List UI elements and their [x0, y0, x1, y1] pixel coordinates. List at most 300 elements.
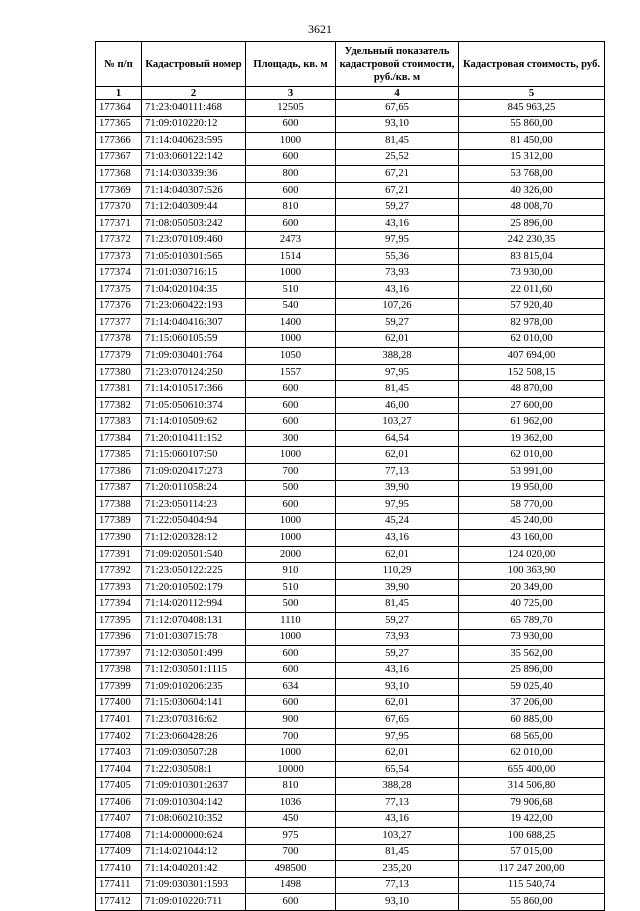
- row-number-cell: 177381: [96, 381, 142, 398]
- unit-rate-cell: 67,21: [336, 182, 459, 199]
- cadastral-value-cell: 58 770,00: [459, 497, 605, 514]
- area-cell: 498500: [246, 861, 336, 878]
- table-row: [96, 629, 605, 646]
- unit-rate-cell: 43,16: [336, 530, 459, 547]
- table-row: [96, 447, 605, 464]
- cadastral-number-cell: 71:12:030501:499: [142, 646, 246, 663]
- area-cell: 12505: [246, 100, 336, 117]
- area-cell: 1000: [246, 265, 336, 282]
- header-area: Площадь, кв. м: [246, 42, 336, 87]
- table-row: [96, 381, 605, 398]
- area-cell: 1400: [246, 315, 336, 332]
- cadastral-value-cell: 60 885,00: [459, 712, 605, 729]
- area-cell: 700: [246, 728, 336, 745]
- cadastral-number-cell: 71:01:030715:78: [142, 629, 246, 646]
- row-number-cell: 177368: [96, 166, 142, 183]
- cadastral-value-cell: 61 962,00: [459, 414, 605, 431]
- row-number-cell: 177407: [96, 811, 142, 828]
- unit-rate-cell: 81,45: [336, 596, 459, 613]
- table-row: [96, 579, 605, 596]
- table-row: [96, 596, 605, 613]
- row-number-cell: 177372: [96, 232, 142, 249]
- row-number-cell: 177375: [96, 282, 142, 299]
- unit-rate-cell: 388,28: [336, 348, 459, 365]
- cadastral-value-cell: 27 600,00: [459, 397, 605, 414]
- cadastral-value-cell: 57 920,40: [459, 298, 605, 315]
- row-number-cell: 177370: [96, 199, 142, 216]
- table-row: [96, 612, 605, 629]
- row-number-cell: 177399: [96, 679, 142, 696]
- row-number-cell: 177403: [96, 745, 142, 762]
- cadastral-value-cell: 48 870,00: [459, 381, 605, 398]
- row-number-cell: 177390: [96, 530, 142, 547]
- unit-rate-cell: 81,45: [336, 133, 459, 150]
- cadastral-value-cell: 73 930,00: [459, 629, 605, 646]
- row-number-cell: 177386: [96, 464, 142, 481]
- row-number-cell: 177387: [96, 480, 142, 497]
- unit-rate-cell: 43,16: [336, 662, 459, 679]
- cadastral-number-cell: 71:23:070124:250: [142, 364, 246, 381]
- unit-rate-cell: 67,65: [336, 712, 459, 729]
- unit-rate-cell: 77,13: [336, 794, 459, 811]
- row-number-cell: 177406: [96, 794, 142, 811]
- area-cell: 600: [246, 497, 336, 514]
- area-cell: 1514: [246, 248, 336, 265]
- area-cell: 600: [246, 116, 336, 133]
- row-number-cell: 177397: [96, 646, 142, 663]
- unit-rate-cell: 235,20: [336, 861, 459, 878]
- cadastral-value-cell: 53 991,00: [459, 464, 605, 481]
- row-number-cell: 177366: [96, 133, 142, 150]
- column-number: 1: [96, 87, 142, 100]
- table-row: [96, 149, 605, 166]
- cadastral-value-cell: 53 768,00: [459, 166, 605, 183]
- unit-rate-cell: 93,10: [336, 679, 459, 696]
- area-cell: 450: [246, 811, 336, 828]
- unit-rate-cell: 97,95: [336, 232, 459, 249]
- unit-rate-cell: 65,54: [336, 761, 459, 778]
- unit-rate-cell: 107,26: [336, 298, 459, 315]
- area-cell: 600: [246, 646, 336, 663]
- area-cell: 700: [246, 464, 336, 481]
- cadastral-number-cell: 71:22:050404:94: [142, 513, 246, 530]
- cadastral-value-cell: 655 400,00: [459, 761, 605, 778]
- cadastral-value-cell: 40 326,00: [459, 182, 605, 199]
- cadastral-number-cell: 71:14:010517:366: [142, 381, 246, 398]
- cadastral-value-cell: 79 906,68: [459, 794, 605, 811]
- header-cadastral-value: Кадастровая стоимость, руб.: [459, 42, 605, 87]
- table-row: [96, 414, 605, 431]
- area-cell: 600: [246, 381, 336, 398]
- table-row: [96, 133, 605, 150]
- unit-rate-cell: 93,10: [336, 116, 459, 133]
- row-number-cell: 177369: [96, 182, 142, 199]
- cadastral-value-cell: 43 160,00: [459, 530, 605, 547]
- row-number-cell: 177380: [96, 364, 142, 381]
- area-cell: 1000: [246, 513, 336, 530]
- cadastral-number-cell: 71:20:010502:179: [142, 579, 246, 596]
- table-row: [96, 679, 605, 696]
- cadastral-number-cell: 71:01:030716:15: [142, 265, 246, 282]
- table-row: [96, 182, 605, 199]
- unit-rate-cell: 39,90: [336, 480, 459, 497]
- table-row: [96, 397, 605, 414]
- unit-rate-cell: 77,13: [336, 464, 459, 481]
- area-cell: 1036: [246, 794, 336, 811]
- cadastral-number-cell: 71:23:040111:468: [142, 100, 246, 117]
- area-cell: 540: [246, 298, 336, 315]
- unit-rate-cell: 39,90: [336, 579, 459, 596]
- table-row: [96, 215, 605, 232]
- row-number-cell: 177398: [96, 662, 142, 679]
- unit-rate-cell: 81,45: [336, 844, 459, 861]
- cadastral-value-cell: 62 010,00: [459, 745, 605, 762]
- area-cell: 600: [246, 695, 336, 712]
- cadastral-value-cell: 100 688,25: [459, 828, 605, 845]
- cadastral-value-cell: 68 565,00: [459, 728, 605, 745]
- column-number-row: [96, 87, 605, 100]
- row-number-cell: 177392: [96, 563, 142, 580]
- cadastral-number-cell: 71:23:070316:62: [142, 712, 246, 729]
- cadastral-number-cell: 71:23:050122:225: [142, 563, 246, 580]
- cadastral-number-cell: 71:14:040416:307: [142, 315, 246, 332]
- table-row: [96, 430, 605, 447]
- area-cell: 810: [246, 778, 336, 795]
- unit-rate-cell: 110,29: [336, 563, 459, 580]
- unit-rate-cell: 62,01: [336, 695, 459, 712]
- area-cell: 510: [246, 579, 336, 596]
- area-cell: 700: [246, 844, 336, 861]
- cadastral-number-cell: 71:14:040623:595: [142, 133, 246, 150]
- cadastral-value-cell: 19 362,00: [459, 430, 605, 447]
- table-row: [96, 364, 605, 381]
- header-unit-rate: Удельный показатель кадастровой стоимости, руб./кв. м: [336, 42, 459, 87]
- table-row: [96, 894, 605, 911]
- unit-rate-cell: 103,27: [336, 414, 459, 431]
- table-row: [96, 811, 605, 828]
- table-row: [96, 794, 605, 811]
- row-number-cell: 177391: [96, 546, 142, 563]
- cadastral-number-cell: 71:23:060428:26: [142, 728, 246, 745]
- row-number-cell: 177401: [96, 712, 142, 729]
- cadastral-number-cell: 71:05:010301:565: [142, 248, 246, 265]
- cadastral-value-cell: 314 506,80: [459, 778, 605, 795]
- table-row: [96, 166, 605, 183]
- unit-rate-cell: 59,27: [336, 646, 459, 663]
- column-number: 4: [336, 87, 459, 100]
- cadastral-number-cell: 71:14:020112:994: [142, 596, 246, 613]
- area-cell: 800: [246, 166, 336, 183]
- area-cell: 600: [246, 182, 336, 199]
- area-cell: 500: [246, 596, 336, 613]
- cadastral-number-cell: 71:03:060122:142: [142, 149, 246, 166]
- table-row: [96, 513, 605, 530]
- cadastral-number-cell: 71:09:030301:1593: [142, 877, 246, 894]
- table-row: [96, 828, 605, 845]
- row-number-cell: 177410: [96, 861, 142, 878]
- cadastral-value-cell: 55 860,00: [459, 116, 605, 133]
- unit-rate-cell: 73,93: [336, 629, 459, 646]
- cadastral-number-cell: 71:14:021044:12: [142, 844, 246, 861]
- cadastral-value-cell: 20 349,00: [459, 579, 605, 596]
- row-number-cell: 177383: [96, 414, 142, 431]
- cadastral-number-cell: 71:23:050114:23: [142, 497, 246, 514]
- row-number-cell: 177405: [96, 778, 142, 795]
- cadastral-value-cell: 55 860,00: [459, 894, 605, 911]
- table-row: [96, 265, 605, 282]
- cadastral-number-cell: 71:14:030339:36: [142, 166, 246, 183]
- table-row: [96, 282, 605, 299]
- row-number-cell: 177394: [96, 596, 142, 613]
- table-row: [96, 778, 605, 795]
- row-number-cell: 177396: [96, 629, 142, 646]
- table-row: [96, 530, 605, 547]
- row-number-cell: 177373: [96, 248, 142, 265]
- unit-rate-cell: 388,28: [336, 778, 459, 795]
- table-row: [96, 100, 605, 117]
- unit-rate-cell: 62,01: [336, 745, 459, 762]
- unit-rate-cell: 97,95: [336, 364, 459, 381]
- cadastral-value-cell: 25 896,00: [459, 215, 605, 232]
- header-row: [96, 42, 605, 87]
- area-cell: 1000: [246, 745, 336, 762]
- cadastral-number-cell: 71:15:030604:141: [142, 695, 246, 712]
- cadastral-number-cell: 71:05:050610:374: [142, 397, 246, 414]
- cadastral-value-cell: 117 247 200,00: [459, 861, 605, 878]
- cadastral-value-cell: 59 025,40: [459, 679, 605, 696]
- cadastral-number-cell: 71:09:030507:28: [142, 745, 246, 762]
- cadastral-number-cell: 71:09:030401:764: [142, 348, 246, 365]
- table-row: [96, 712, 605, 729]
- cadastral-value-cell: 407 694,00: [459, 348, 605, 365]
- cadastral-number-cell: 71:12:020328:12: [142, 530, 246, 547]
- unit-rate-cell: 97,95: [336, 497, 459, 514]
- unit-rate-cell: 62,01: [336, 546, 459, 563]
- table-row: [96, 563, 605, 580]
- unit-rate-cell: 45,24: [336, 513, 459, 530]
- cadastral-value-cell: 82 978,00: [459, 315, 605, 332]
- area-cell: 1000: [246, 331, 336, 348]
- row-number-cell: 177367: [96, 149, 142, 166]
- table-row: [96, 199, 605, 216]
- row-number-cell: 177374: [96, 265, 142, 282]
- unit-rate-cell: 67,21: [336, 166, 459, 183]
- area-cell: 810: [246, 199, 336, 216]
- area-cell: 1498: [246, 877, 336, 894]
- cadastral-number-cell: 71:23:070109:460: [142, 232, 246, 249]
- cadastral-value-cell: 152 508,15: [459, 364, 605, 381]
- header-row-number: № п/п: [96, 42, 142, 87]
- area-cell: 500: [246, 480, 336, 497]
- column-number: 3: [246, 87, 336, 100]
- area-cell: 1050: [246, 348, 336, 365]
- table-row: [96, 861, 605, 878]
- unit-rate-cell: 43,16: [336, 282, 459, 299]
- cadastral-value-cell: 62 010,00: [459, 447, 605, 464]
- unit-rate-cell: 46,00: [336, 397, 459, 414]
- cadastral-number-cell: 71:15:060107:50: [142, 447, 246, 464]
- cadastral-number-cell: 71:09:010220:711: [142, 894, 246, 911]
- row-number-cell: 177409: [96, 844, 142, 861]
- cadastral-number-cell: 71:08:060210:352: [142, 811, 246, 828]
- cadastral-number-cell: 71:09:010206:235: [142, 679, 246, 696]
- area-cell: 600: [246, 414, 336, 431]
- row-number-cell: 177402: [96, 728, 142, 745]
- table-row: [96, 480, 605, 497]
- cadastral-number-cell: 71:22:030508:1: [142, 761, 246, 778]
- cadastral-value-cell: 48 008,70: [459, 199, 605, 216]
- cadastral-number-cell: 71:20:010411:152: [142, 430, 246, 447]
- row-number-cell: 177400: [96, 695, 142, 712]
- unit-rate-cell: 103,27: [336, 828, 459, 845]
- cadastral-value-cell: 19 950,00: [459, 480, 605, 497]
- area-cell: 975: [246, 828, 336, 845]
- area-cell: 1000: [246, 133, 336, 150]
- cadastral-number-cell: 71:14:000000:624: [142, 828, 246, 845]
- cadastral-value-cell: 25 896,00: [459, 662, 605, 679]
- row-number-cell: 177393: [96, 579, 142, 596]
- cadastral-number-cell: 71:14:040201:42: [142, 861, 246, 878]
- cadastral-number-cell: 71:23:060422:193: [142, 298, 246, 315]
- area-cell: 1000: [246, 447, 336, 464]
- cadastral-number-cell: 71:20:011058:24: [142, 480, 246, 497]
- table-row: [96, 646, 605, 663]
- cadastral-value-cell: 40 725,00: [459, 596, 605, 613]
- row-number-cell: 177376: [96, 298, 142, 315]
- unit-rate-cell: 67,65: [336, 100, 459, 117]
- area-cell: 600: [246, 894, 336, 911]
- cadastral-value-cell: 57 015,00: [459, 844, 605, 861]
- unit-rate-cell: 73,93: [336, 265, 459, 282]
- row-number-cell: 177389: [96, 513, 142, 530]
- row-number-cell: 177388: [96, 497, 142, 514]
- cadastral-value-cell: 37 206,00: [459, 695, 605, 712]
- area-cell: 634: [246, 679, 336, 696]
- row-number-cell: 177395: [96, 612, 142, 629]
- cadastral-number-cell: 71:12:040309:44: [142, 199, 246, 216]
- table-body: [96, 100, 605, 911]
- area-cell: 600: [246, 397, 336, 414]
- unit-rate-cell: 62,01: [336, 447, 459, 464]
- cadastral-number-cell: 71:14:010509:62: [142, 414, 246, 431]
- cadastral-number-cell: 71:12:030501:1115: [142, 662, 246, 679]
- row-number-cell: 177364: [96, 100, 142, 117]
- unit-rate-cell: 43,16: [336, 215, 459, 232]
- unit-rate-cell: 59,27: [336, 199, 459, 216]
- table-row: [96, 116, 605, 133]
- unit-rate-cell: 59,27: [336, 612, 459, 629]
- table-row: [96, 248, 605, 265]
- cadastral-value-table: [95, 41, 605, 911]
- row-number-cell: 177385: [96, 447, 142, 464]
- cadastral-value-cell: 100 363,90: [459, 563, 605, 580]
- row-number-cell: 177371: [96, 215, 142, 232]
- header-cadastral-number: Кадастровый номер: [142, 42, 246, 87]
- table-row: [96, 497, 605, 514]
- area-cell: 10000: [246, 761, 336, 778]
- cadastral-value-cell: 22 011,60: [459, 282, 605, 299]
- area-cell: 1000: [246, 629, 336, 646]
- area-cell: 2000: [246, 546, 336, 563]
- area-cell: 600: [246, 215, 336, 232]
- table-row: [96, 662, 605, 679]
- cadastral-value-cell: 62 010,00: [459, 331, 605, 348]
- table-row: [96, 695, 605, 712]
- unit-rate-cell: 25,52: [336, 149, 459, 166]
- row-number-cell: 177365: [96, 116, 142, 133]
- cadastral-number-cell: 71:09:010304:142: [142, 794, 246, 811]
- area-cell: 1110: [246, 612, 336, 629]
- cadastral-value-cell: 115 540,74: [459, 877, 605, 894]
- cadastral-number-cell: 71:09:010301:2637: [142, 778, 246, 795]
- table-row: [96, 761, 605, 778]
- cadastral-number-cell: 71:09:020501:540: [142, 546, 246, 563]
- cadastral-number-cell: 71:09:020417:273: [142, 464, 246, 481]
- area-cell: 300: [246, 430, 336, 447]
- unit-rate-cell: 93,10: [336, 894, 459, 911]
- table-row: [96, 298, 605, 315]
- cadastral-value-cell: 45 240,00: [459, 513, 605, 530]
- table-row: [96, 348, 605, 365]
- area-cell: 1000: [246, 530, 336, 547]
- cadastral-number-cell: 71:04:020104:35: [142, 282, 246, 299]
- area-cell: 510: [246, 282, 336, 299]
- unit-rate-cell: 55,36: [336, 248, 459, 265]
- area-cell: 600: [246, 149, 336, 166]
- table-row: [96, 546, 605, 563]
- cadastral-value-cell: 242 230,35: [459, 232, 605, 249]
- cadastral-value-cell: 73 930,00: [459, 265, 605, 282]
- cadastral-value-cell: 65 789,70: [459, 612, 605, 629]
- row-number-cell: 177411: [96, 877, 142, 894]
- cadastral-value-cell: 81 450,00: [459, 133, 605, 150]
- column-number: 2: [142, 87, 246, 100]
- area-cell: 910: [246, 563, 336, 580]
- row-number-cell: 177408: [96, 828, 142, 845]
- table-row: [96, 745, 605, 762]
- column-number: 5: [459, 87, 605, 100]
- row-number-cell: 177379: [96, 348, 142, 365]
- unit-rate-cell: 64,54: [336, 430, 459, 447]
- unit-rate-cell: 62,01: [336, 331, 459, 348]
- cadastral-value-cell: 83 815,04: [459, 248, 605, 265]
- row-number-cell: 177384: [96, 430, 142, 447]
- cadastral-value-cell: 15 312,00: [459, 149, 605, 166]
- unit-rate-cell: 77,13: [336, 877, 459, 894]
- cadastral-number-cell: 71:14:040307:526: [142, 182, 246, 199]
- page-number: 3621: [308, 22, 332, 36]
- table-row: [96, 331, 605, 348]
- unit-rate-cell: 59,27: [336, 315, 459, 332]
- area-cell: 600: [246, 662, 336, 679]
- table-row: [96, 464, 605, 481]
- cadastral-value-cell: 845 963,25: [459, 100, 605, 117]
- area-cell: 2473: [246, 232, 336, 249]
- cadastral-number-cell: 71:15:060105:59: [142, 331, 246, 348]
- row-number-cell: 177382: [96, 397, 142, 414]
- unit-rate-cell: 43,16: [336, 811, 459, 828]
- table-row: [96, 877, 605, 894]
- cadastral-value-cell: 124 020,00: [459, 546, 605, 563]
- area-cell: 900: [246, 712, 336, 729]
- cadastral-number-cell: 71:12:070408:131: [142, 612, 246, 629]
- area-cell: 1557: [246, 364, 336, 381]
- row-number-cell: 177412: [96, 894, 142, 911]
- row-number-cell: 177404: [96, 761, 142, 778]
- unit-rate-cell: 81,45: [336, 381, 459, 398]
- table-row: [96, 728, 605, 745]
- row-number-cell: 177377: [96, 315, 142, 332]
